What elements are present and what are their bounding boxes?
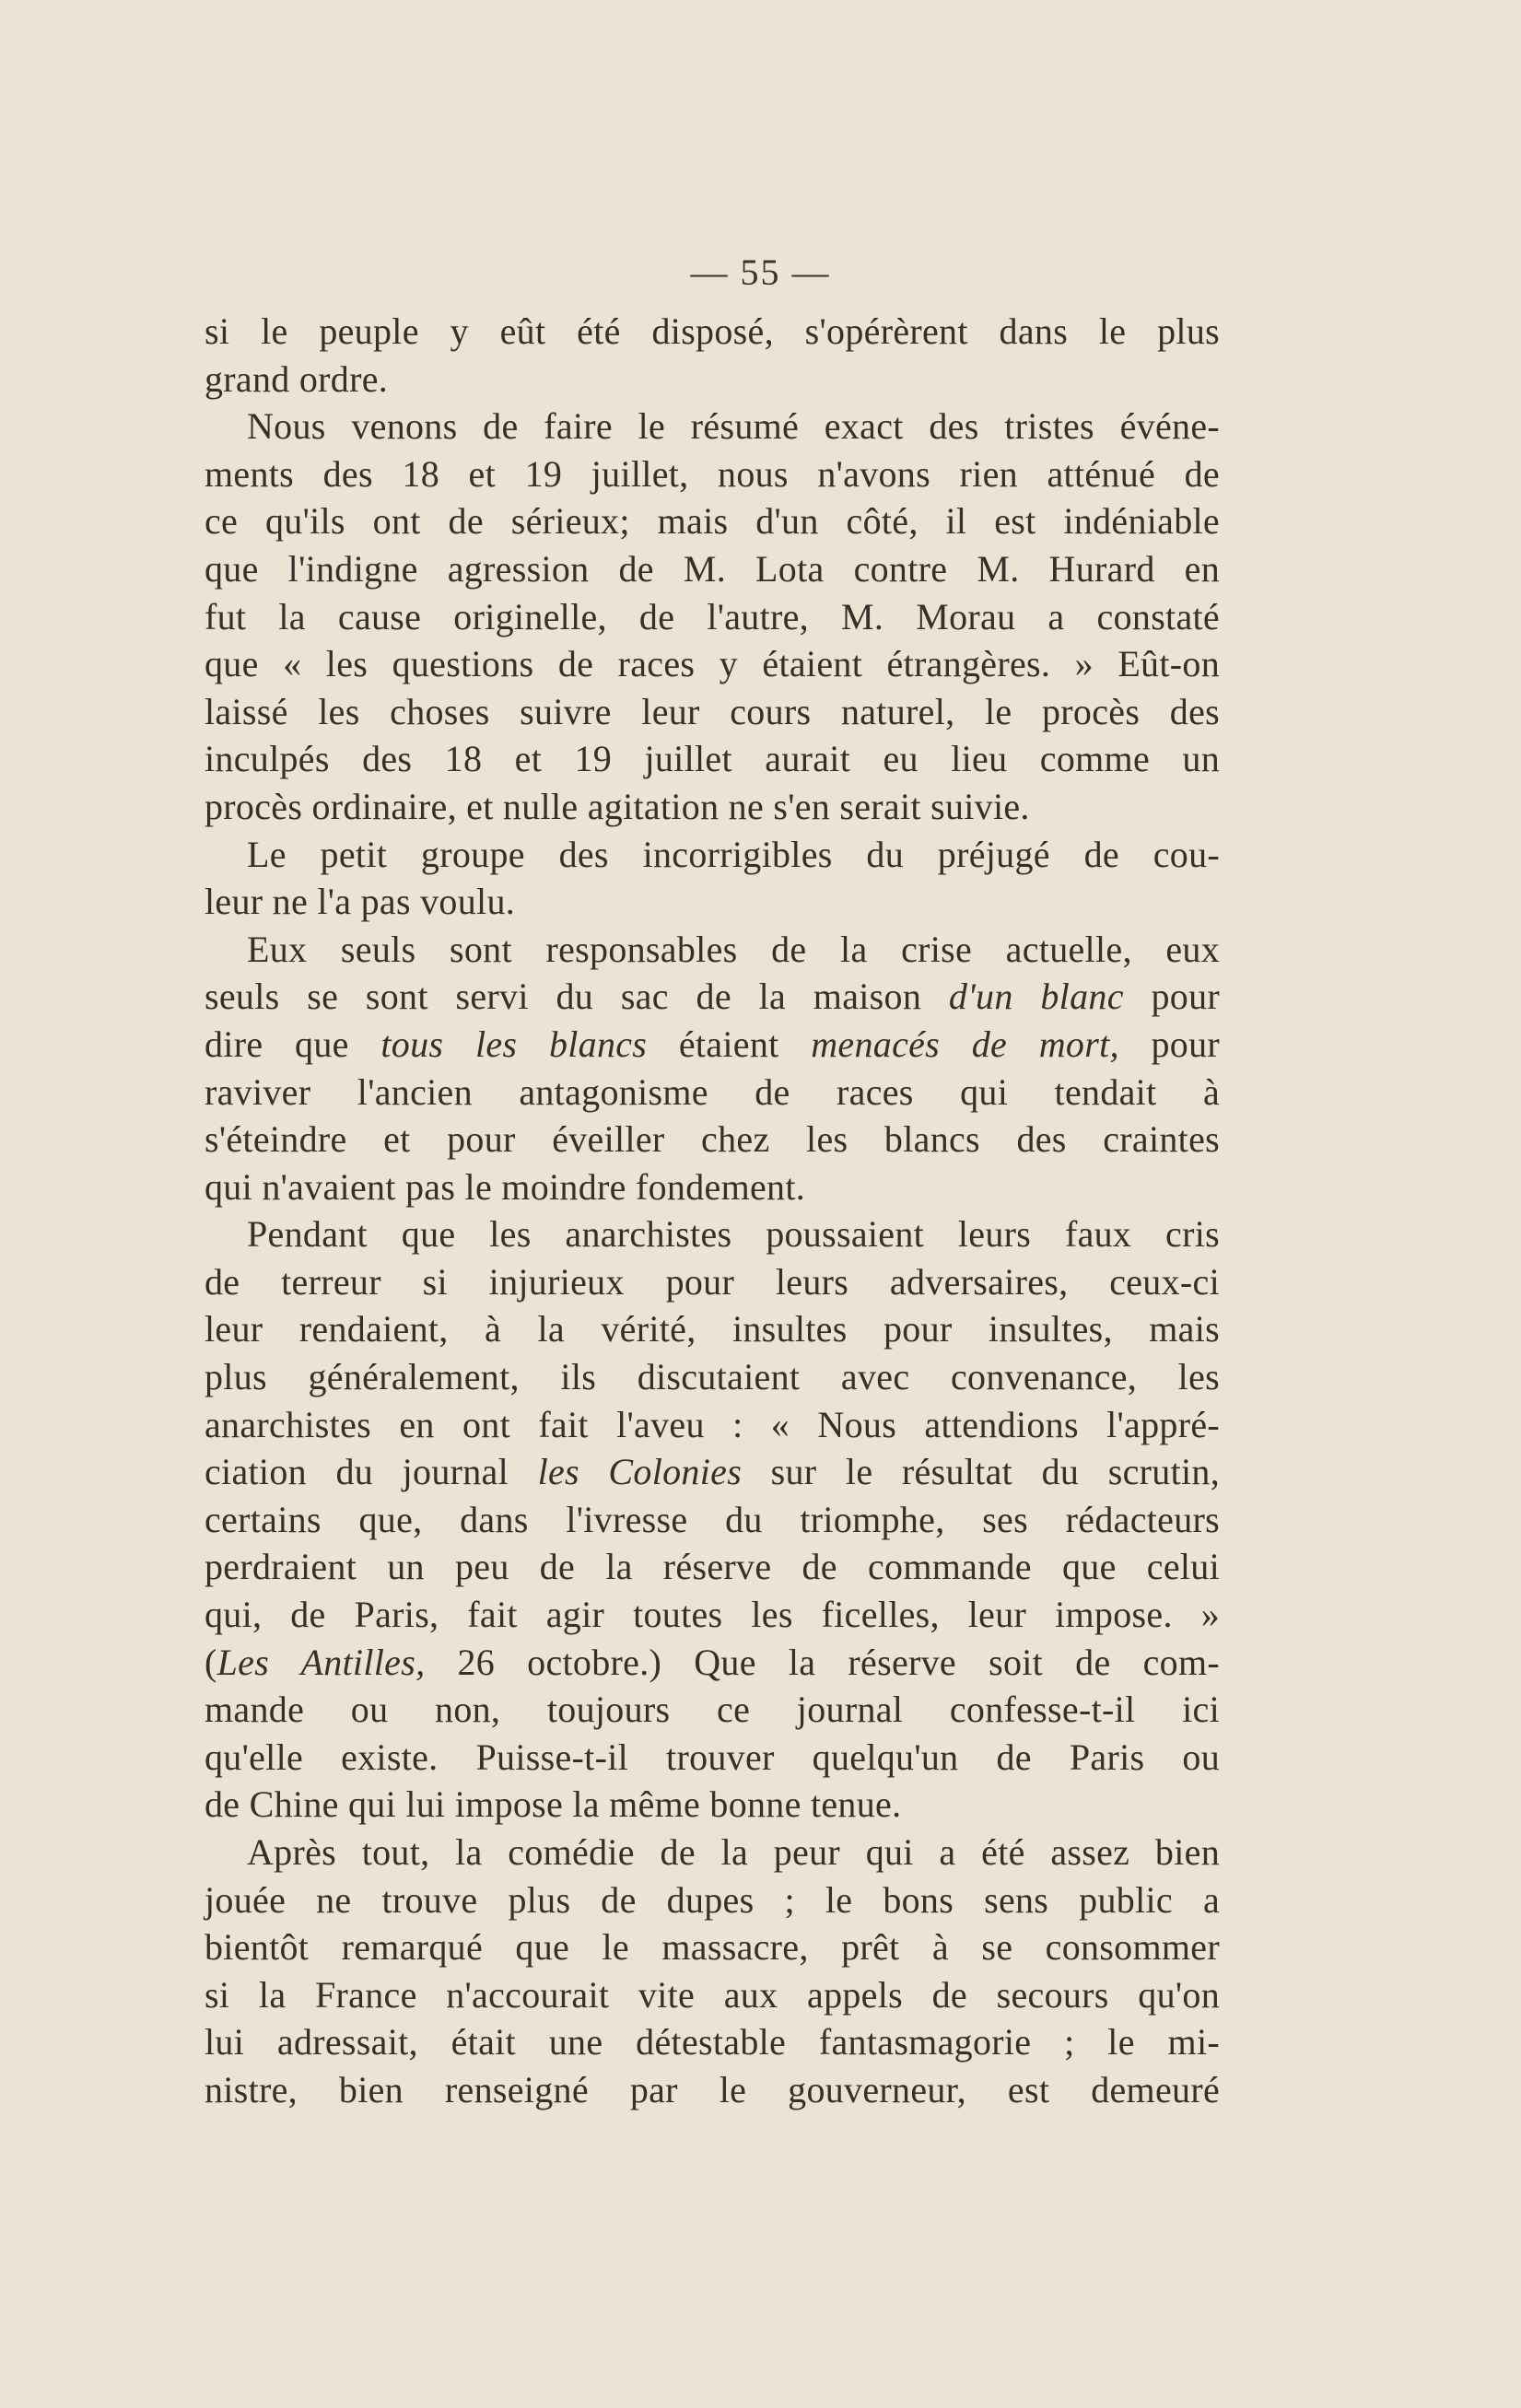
text-segment: ( — [205, 1641, 217, 1683]
text-segment: ciation du journal — [205, 1451, 538, 1493]
italic-segment: d'un blanc — [948, 976, 1124, 1018]
text-segment: pour — [1123, 976, 1221, 1018]
italic-segment: les Colonies — [537, 1451, 743, 1493]
text-line: lui adressait, était une détestable fantasmagorie ; le mi- — [205, 2021, 1220, 2063]
text-line — [205, 1021, 1220, 1069]
text-line: plus généralement, ils discutaient avec convenance, les — [205, 1356, 1220, 1398]
text-line: ce qu'ils ont de sérieux; mais d'un côté, il est indéniable — [205, 500, 1220, 543]
text-line: fut la cause originelle, de l'autre, M. Morau a constaté — [205, 595, 1220, 637]
italic-segment: tous les blancs — [380, 1023, 648, 1065]
text-line: certains que, dans l'ivresse du triomphe, ses rédacteurs — [205, 1498, 1220, 1540]
text-line: perdraient un peu de la réserve de commande que celui — [205, 1546, 1220, 1588]
text-line: que « les questions de races y étaient étrangères. » Eût-on — [205, 643, 1220, 685]
text-line: de terreur si injurieux pour leurs adversaires, ceux-ci — [205, 1260, 1220, 1303]
text-segment: sur le résultat du scrutin, — [742, 1451, 1220, 1493]
text-line: Pendant que les anarchistes poussaient leurs faux cris — [247, 1213, 1220, 1256]
text-line: si la France n'accourait vite aux appels de secours qu'on — [205, 1973, 1220, 2016]
text-line: mande ou non, toujours ce journal confesse-t-il ici — [205, 1689, 1220, 1731]
text-line: nistre, bien renseigné par le gouverneur, est demeuré — [205, 2068, 1220, 2110]
text-segment: dire que — [205, 1023, 381, 1065]
text-line: bientôt remarqué que le massacre, prêt à se consommer — [205, 1926, 1220, 1969]
text-line: procès ordinaire, et nulle agitation ne s'en serait suivie. — [205, 785, 1030, 827]
page-number: — 55 — — [690, 251, 831, 293]
text-line: raviver l'ancien antagonisme de races qui tendait à — [205, 1070, 1220, 1113]
text-line: qui n'avaient pas le moindre fondement. — [205, 1165, 806, 1208]
text-line: Nous venons de faire le résumé exact des tristes événe- — [247, 405, 1220, 448]
text-line: s'éteindre et pour éveiller chez les blancs des craintes — [205, 1118, 1220, 1161]
text-line: Le petit groupe des incorrigibles du préjugé de cou- — [247, 833, 1220, 875]
body-text — [205, 308, 1220, 2114]
text-line: grand ordre. — [205, 357, 389, 400]
italic-segment: Les Antilles, — [216, 1641, 426, 1683]
text-line: Eux seuls sont responsables de la crise actuelle, eux — [247, 928, 1220, 970]
text-line: que l'indigne agression de M. Lota contre M. Hurard en — [205, 547, 1220, 590]
italic-segment: menacés de mort, — [811, 1023, 1119, 1065]
text-line: qu'elle existe. Puisse-t-il trouver quelqu'un de Paris ou — [205, 1736, 1220, 1778]
text-segment: pour — [1118, 1023, 1221, 1065]
text-line: ments des 18 et 19 juillet, nous n'avons rien atténué de — [205, 452, 1220, 495]
text-line: Après tout, la comédie de la peur qui a été assez bien — [247, 1831, 1220, 1873]
text-segment: 26 octobre.) Que la réserve soit de com- — [425, 1641, 1220, 1683]
text-segment: seuls se sont servi du sac de la maison — [205, 976, 949, 1018]
text-line: jouée ne trouve plus de dupes ; le bons sens public a — [205, 1878, 1220, 1921]
text-line: leur ne l'a pas voulu. — [205, 881, 516, 923]
text-line: inculpés des 18 et 19 juillet aurait eu lieu comme un — [205, 738, 1220, 780]
text-line — [205, 973, 1220, 1021]
text-line — [205, 1639, 1220, 1687]
text-line: anarchistes en ont fait l'aveu : « Nous attendions l'appré- — [205, 1403, 1220, 1445]
text-segment: étaient — [647, 1023, 812, 1065]
text-line: de Chine qui lui impose la même bonne tenue. — [205, 1783, 902, 1826]
text-line: leur rendaient, à la vérité, insultes pour insultes, mais — [205, 1308, 1220, 1350]
text-line — [205, 1448, 1220, 1496]
text-line: qui, de Paris, fait agir toutes les ficelles, leur impose. » — [205, 1594, 1220, 1636]
text-line: si le peuple y eût été disposé, s'opérèrent dans le plus — [205, 310, 1220, 352]
text-line: laissé les choses suivre leur cours naturel, le procès des — [205, 690, 1220, 732]
